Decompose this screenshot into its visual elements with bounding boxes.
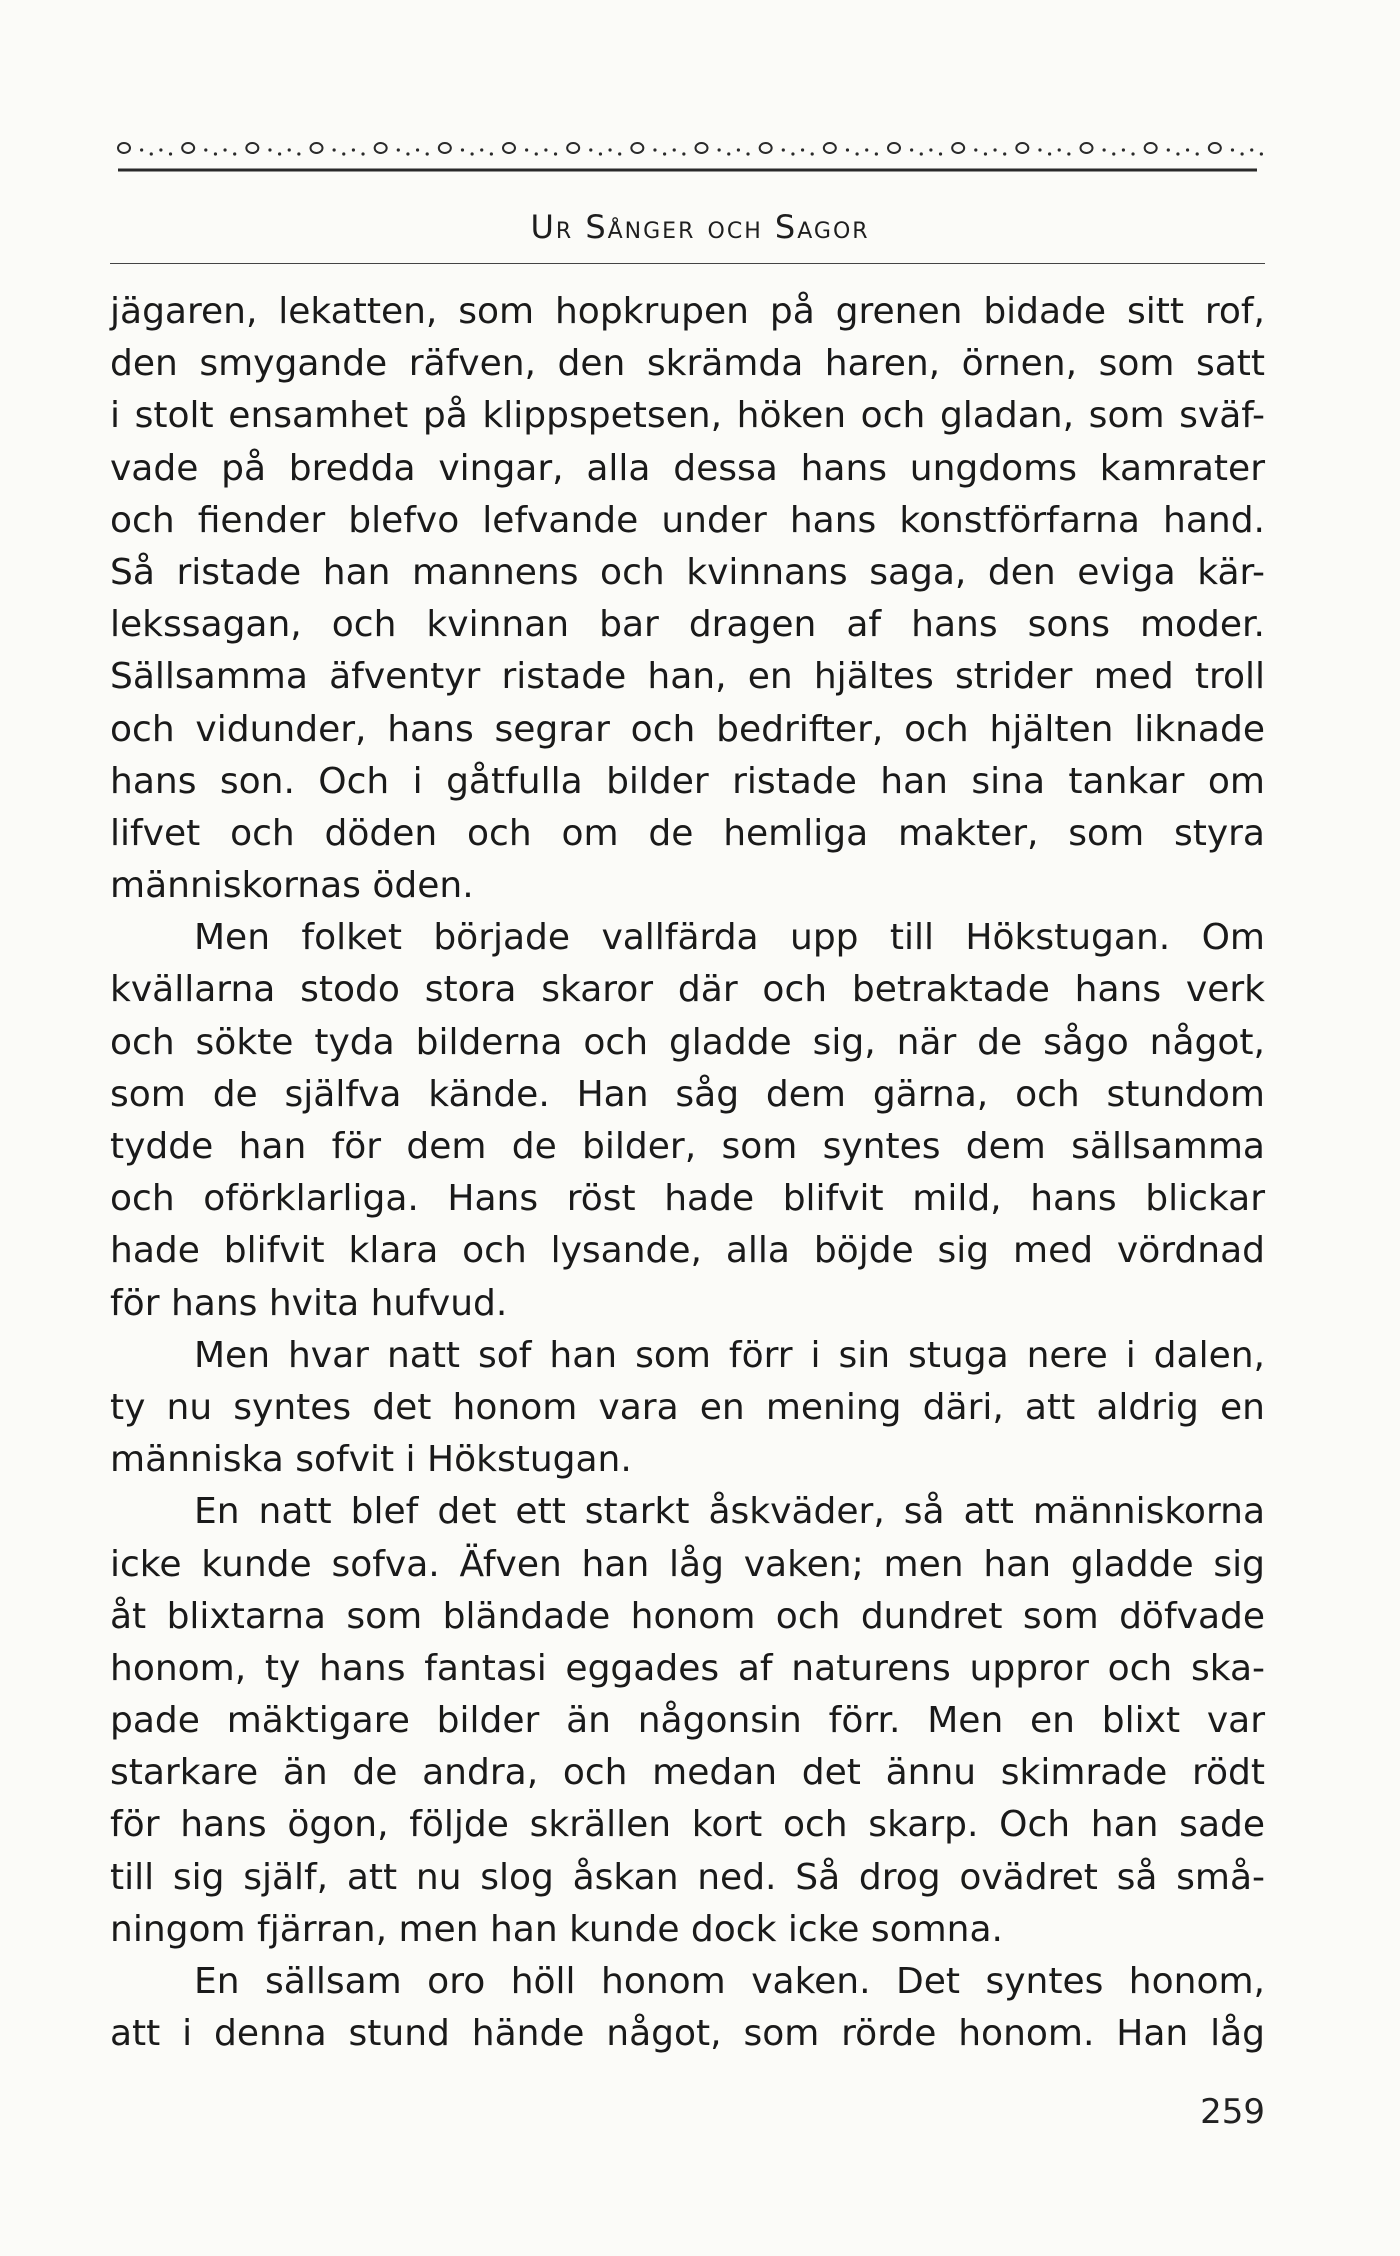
text-line: icke kunde sofva. Äfven han låg vaken; men han gladde sig [110,1543,1265,1585]
ornament-dot [865,148,868,151]
ornament-dot [268,148,271,151]
text-line: starkare än de andra, och medan det ännu skimrade rödt [110,1752,1265,1794]
ornament-dot [1250,148,1253,151]
text-line: jägaren, lekatten, som hopkrupen på grenen bidade sitt rof, [110,291,1265,332]
text-line: Men hvar natt sof han som förr i sin stuga nere i dalen, [194,1334,1265,1376]
text-line: hans son. Och i gåtfulla bilder ristade han sina tankar om [110,760,1265,802]
ornament-dot [608,148,611,151]
ornament-dot [984,152,987,155]
ornament-dot [1048,152,1051,155]
text-line: Men folket började vallfärda upp till Hökstugan. Om [194,917,1265,959]
text-line: åt blixtarna som bländade honom och dundret som döfvade [110,1595,1265,1637]
text-line: En sällsam oro höll honom vaken. Det syntes honom, [194,1961,1265,2002]
ornament-dot [599,152,602,155]
text-line: honom, ty hans fantasi eggades af naturens uppror och ska- [110,1647,1265,1689]
ornament-dot [910,148,913,151]
body-text [110,286,1265,2060]
ornament-dot [426,152,429,155]
ornament-ring [567,143,579,153]
ornament-ring [1081,143,1093,153]
ornament-dot [1231,148,1234,151]
text-line: som de själfva kände. Han såg dem gärna, och stundom [110,1073,1265,1115]
ornament-dot [791,152,794,155]
ornament-dot [939,152,942,155]
text-line: för hans ögon, följde skrällen kort och skarp. Och han sade [110,1804,1265,1846]
text-line: den smygande räfven, den skrämda haren, örnen, som satt [110,343,1265,385]
ornament-dot [1186,148,1189,151]
ornament-dot [1112,152,1115,155]
ornament-dot [461,148,464,151]
header-rule [110,263,1265,264]
ornament-dot [1196,152,1199,155]
ornament-dot [1003,152,1006,155]
ornament-ring [503,143,515,153]
ornament-dot [159,148,162,151]
text-line: och sökte tyda bilderna och gladde sig, när de sågo något, [110,1021,1265,1063]
ornament-ring [760,143,772,153]
ornament-dot [471,152,474,155]
running-head: Ur Sånger och Sagor [530,208,870,246]
ornament-ring [1209,143,1221,153]
ornament-dot [342,152,345,155]
ornament-dot [416,148,419,151]
ornament-dot [1038,148,1041,151]
ornament-dot [673,148,676,151]
ornament-dot [169,152,172,155]
ornament-ring [246,143,258,153]
ornament-ring [311,143,323,153]
ornament-dot [233,152,236,155]
ornament-dot [727,152,730,155]
ornament-dot [278,152,281,155]
ornament-dot [653,148,656,151]
ornament-dot [718,148,721,151]
ornament-dot [801,148,804,151]
text-line: och oförklarliga. Hans röst hade blifvit mild, hans blickar [110,1178,1265,1220]
ornament-ring [439,143,451,153]
text-line: kvällarna stodo stora skaror där och betraktade hans verk [110,969,1265,1011]
text-line: att i denna stund hände något, som rörde honom. Han låg [110,2013,1265,2055]
ornament-dot [1176,152,1179,155]
text-line: pade mäktigare bilder än någonsin förr. Men en blixt var [110,1700,1265,1742]
ornament-dot [150,152,153,155]
page-number: 259 [1200,2092,1265,2132]
ornament-dot [993,148,996,151]
text-line: och fiender blefvo lefvande under hans konstförfarna hand. [110,499,1265,541]
ornament-dot [856,152,859,155]
decorative-chain-border [110,128,1265,176]
ornament-dot [1241,152,1244,155]
ornament-dot [974,148,977,151]
ornament-ring [952,143,964,153]
ornament-dot [544,148,547,151]
ornament-dot [929,148,932,151]
ornament-dot [352,148,355,151]
text-line: tydde han för dem de bilder, som syntes dem sällsamma [110,1126,1265,1167]
ornament-ring [182,143,194,153]
text-line: människornas öden. [110,865,474,907]
ornament-dot [589,148,592,151]
text-line: vade på bredda vingar, alla dessa hans ungdoms kamrater [110,447,1265,489]
ornament-dot [1122,148,1125,151]
ornament-dot [535,152,538,155]
ornament-dot [397,148,400,151]
ornament-dot [288,148,291,151]
text-line: människa sofvit i Hökstugan. [110,1439,632,1481]
ornament-dot [361,152,364,155]
text-line: lifvet och döden och om de hemliga makter, som styra [110,812,1265,854]
ornament-dot [297,152,300,155]
text-line: till sig själf, att nu slog åskan ned. Så drog ovädret så små- [110,1856,1265,1898]
ornament-dot [846,148,849,151]
ornament-dot [214,152,217,155]
text-line: i stolt ensamhet på klippspetsen, höken och gladan, som sväf- [110,395,1265,437]
text-line: En natt blef det ett starkt åskväder, så att människorna [194,1491,1265,1533]
ornament-dot [663,152,666,155]
ornament-dot [406,152,409,155]
ornament-ring [375,143,387,153]
ornament-ring [118,143,130,153]
text-line: Sällsamma äfventyr ristade han, en hjältes strider med troll [110,656,1265,698]
text-line: och vidunder, hans segrar och bedrifter, och hjälten liknade [110,708,1265,750]
ornament-dot [746,152,749,155]
ornament-ring [1016,143,1028,153]
ornament-dot [920,152,923,155]
ornament-dot [1103,148,1106,151]
ornament-dot [223,148,226,151]
ornament-dot [140,148,143,151]
ornament-dot [682,152,685,155]
text-line: lekssagan, och kvinnan bar dragen af hans sons moder. [110,604,1265,646]
ornament-dot [875,152,878,155]
ornament-ring [824,143,836,153]
ornament-dot [1067,152,1070,155]
ornament-dot [204,148,207,151]
ornament-dot [490,152,493,155]
ornament-dot [480,148,483,151]
text-line: hade blifvit klara och lysande, alla böjde sig med vördnad [110,1230,1265,1272]
text-line: Så ristade han mannens och kvinnans saga, den eviga kär- [110,551,1265,593]
ornament-dot [525,148,528,151]
ornament-dot [1131,152,1134,155]
ornament-ring [888,143,900,153]
ornament-dot [782,148,785,151]
ornament-dot [737,148,740,151]
ornament-dot [1167,148,1170,151]
ornament-dot [811,152,814,155]
text-line: för hans hvita hufvud. [110,1282,508,1324]
ornament-dot [1260,152,1263,155]
ornament-ring [1145,143,1157,153]
ornament-ring [696,143,708,153]
ornament-dot [554,152,557,155]
ornament-dot [1058,148,1061,151]
ornament-dot [333,148,336,151]
ornament-ring [631,143,643,153]
ornament-dot [618,152,621,155]
text-line: ningom fjärran, men han kunde dock icke somna. [110,1908,1004,1950]
text-line: ty nu syntes det honom vara en mening däri, att aldrig en [110,1386,1265,1428]
